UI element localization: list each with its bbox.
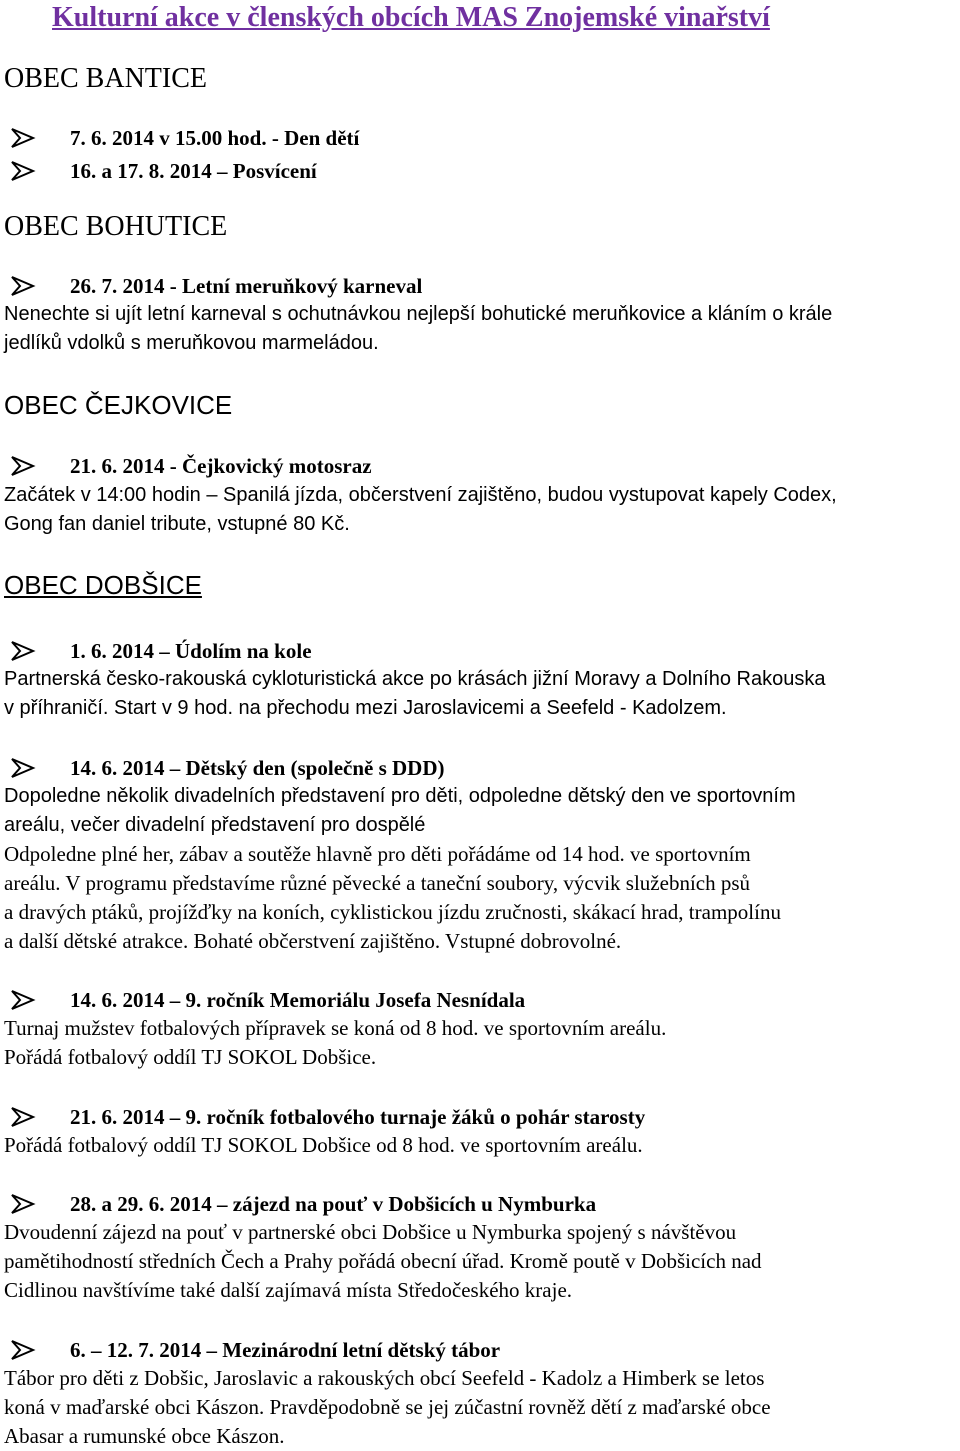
event-title: 1. 6. 2014 – Údolím na kole bbox=[70, 639, 312, 663]
description-line: v příhraničí. Start v 9 hod. na přechodu mezi Jaroslavicemi a Seefeld - Kadolzem. bbox=[4, 697, 727, 719]
description-line: areálu. V programu představíme různé pěvecké a taneční soubory, výcvik služebních psů bbox=[4, 871, 751, 895]
description-line: Dopoledne několik divadelních představení pro děti, odpoledne dětský den ve sportovním bbox=[4, 785, 796, 807]
event-description bbox=[4, 782, 956, 840]
arrow-bullet-icon bbox=[10, 757, 36, 779]
description-line: Gong fan daniel tribute, vstupné 80 Kč. bbox=[4, 513, 350, 535]
description-line: jedlíků vdolků s meruňkovou marmeládou. bbox=[4, 332, 379, 354]
document-title: Kulturní akce v členských obcích MAS Znojemské vinařství bbox=[52, 2, 770, 33]
event-description bbox=[4, 1364, 956, 1451]
description-line: a dravých ptáků, projížďky na koních, cyklistickou jízdu zručnosti, skákací hrad, trampolínu bbox=[4, 900, 781, 924]
arrow-bullet-icon bbox=[10, 160, 36, 182]
event-item bbox=[10, 123, 359, 153]
event-item bbox=[10, 985, 525, 1015]
event-title: 16. a 17. 8. 2014 – Posvícení bbox=[70, 159, 317, 183]
description-line: Pořádá fotbalový oddíl TJ SOKOL Dobšice. bbox=[4, 1045, 377, 1069]
event-description bbox=[4, 300, 956, 358]
section-heading-dobsice: OBEC DOBŠICE bbox=[4, 570, 202, 600]
description-line: areálu, večer divadelní představení pro dospělé bbox=[4, 814, 426, 836]
event-title: 26. 7. 2014 - Letní meruňkový karneval bbox=[70, 274, 423, 298]
description-line: pamětihodností středních Čech a Prahy pořádá obecní úřad. Kromě poutě v Dobšicích nad bbox=[4, 1249, 762, 1273]
description-line: Abasar a rumunské obce Kászon. bbox=[4, 1424, 285, 1448]
arrow-bullet-icon bbox=[10, 1106, 36, 1128]
arrow-bullet-icon bbox=[10, 1193, 36, 1215]
arrow-bullet-icon bbox=[10, 989, 36, 1011]
section-heading-bantice: OBEC BANTICE bbox=[4, 63, 207, 94]
description-line: Cidlinou navštívíme také další zajímavá místa Středočeského kraje. bbox=[4, 1278, 573, 1302]
event-item bbox=[10, 1102, 645, 1132]
event-description bbox=[4, 481, 956, 539]
event-item bbox=[10, 636, 312, 666]
event-description bbox=[4, 1014, 956, 1072]
arrow-bullet-icon bbox=[10, 455, 36, 477]
description-line: Odpoledne plné her, zábav a soutěže hlavně pro děti pořádáme od 14 hod. ve sportovním bbox=[4, 842, 751, 866]
event-description bbox=[4, 665, 956, 723]
event-item bbox=[10, 156, 317, 186]
arrow-bullet-icon bbox=[10, 275, 36, 297]
description-line: Pořádá fotbalový oddíl TJ SOKOL Dobšice od 8 hod. ve sportovním areálu. bbox=[4, 1133, 643, 1157]
event-title: 6. – 12. 7. 2014 – Mezinárodní letní dětský tábor bbox=[70, 1338, 501, 1362]
arrow-bullet-icon bbox=[10, 640, 36, 662]
event-title: 21. 6. 2014 – 9. ročník fotbalového turnaje žáků o pohár starosty bbox=[70, 1105, 646, 1129]
section-heading-cejkovice: OBEC ČEJKOVICE bbox=[4, 390, 233, 420]
arrow-bullet-icon bbox=[10, 1339, 36, 1361]
event-title: 28. a 29. 6. 2014 – zájezd na pouť v Dobšicích u Nymburka bbox=[70, 1192, 597, 1216]
event-item bbox=[10, 271, 422, 301]
event-item bbox=[10, 1189, 596, 1219]
event-item bbox=[10, 753, 445, 783]
event-title: 14. 6. 2014 – Dětský den (společně s DDD) bbox=[70, 756, 445, 780]
event-description bbox=[4, 1131, 956, 1160]
event-item bbox=[10, 1335, 500, 1365]
event-title: 7. 6. 2014 v 15.00 hod. - Den dětí bbox=[70, 126, 360, 150]
description-line: Nenechte si ujít letní karneval s ochutnávkou nejlepší bohutické meruňkovice a kláním o krále bbox=[4, 303, 833, 325]
event-description bbox=[4, 1218, 956, 1305]
event-item bbox=[10, 451, 372, 481]
event-title: 14. 6. 2014 – 9. ročník Memoriálu Josefa Nesnídala bbox=[70, 988, 526, 1012]
description-line: Začátek v 14:00 hodin – Spanilá jízda, občerstvení zajištěno, budou vystupovat kapely Codex, bbox=[4, 484, 837, 506]
event-title: 21. 6. 2014 - Čejkovický motosraz bbox=[70, 454, 372, 478]
description-line: koná v maďarské obci Kászon. Pravděpodobně se jej zúčastní rovněž dětí z maďarské obce bbox=[4, 1395, 771, 1419]
section-heading-bohutice: OBEC BOHUTICE bbox=[4, 211, 228, 242]
description-line: Dvoudenní zájezd na pouť v partnerské obci Dobšice u Nymburka spojený s návštěvou bbox=[4, 1220, 737, 1244]
description-line: Partnerská česko-rakouská cykloturistická akce po krásách jižní Moravy a Dolního Rakouska bbox=[4, 668, 826, 690]
event-description bbox=[4, 840, 956, 956]
description-line: Turnaj mužstev fotbalových přípravek se koná od 8 hod. ve sportovním areálu. bbox=[4, 1016, 667, 1040]
arrow-bullet-icon bbox=[10, 127, 36, 149]
description-line: a další dětské atrakce. Bohaté občerstvení zajištěno. Vstupné dobrovolné. bbox=[4, 929, 622, 953]
description-line: Tábor pro děti z Dobšic, Jaroslavic a rakouských obcí Seefeld - Kadolz a Himberk se letos bbox=[4, 1366, 765, 1390]
